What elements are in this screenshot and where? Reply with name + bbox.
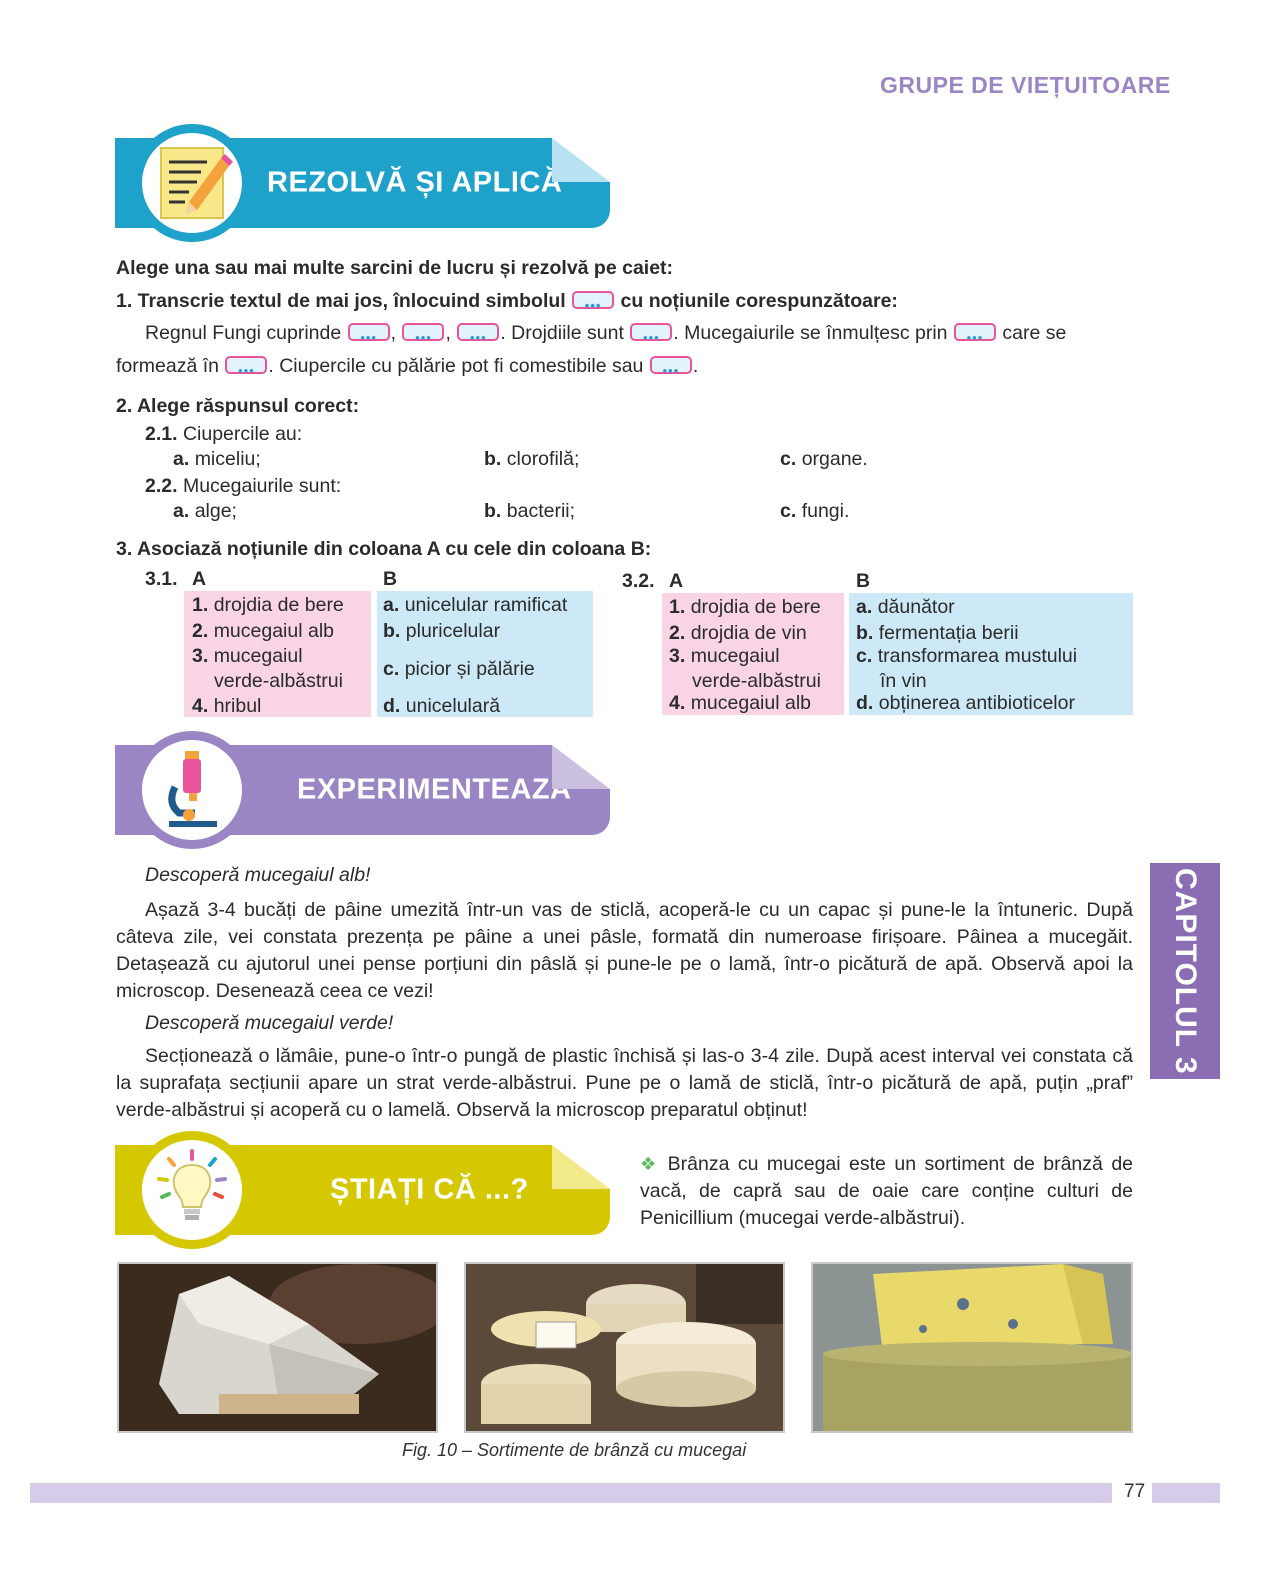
column-b-item: b. fermentația berii bbox=[856, 622, 1019, 644]
question-text: Mucegaiurile sunt: bbox=[182, 475, 342, 497]
blue-cheese-image bbox=[813, 1264, 1131, 1431]
option-text: organe. bbox=[801, 448, 868, 470]
lightbulb-icon bbox=[149, 1147, 235, 1233]
experiment-paragraph-1: Așază 3-4 bucăți de pâine umezită într-un vas de sticlă, acoperă-le cu un capac și pune-le la întuneric. După câteva zile, vei constata prezența pe pâine a unei pâsle, formată din numeroase firișoare. Pâinea a mucegăit. Detașează cu ajutorul unei pense porțiuni din pâslă și pune-le pe o lamă, într-o picătură de apă. Observă apoi la microscop. Desenează ceea ce vezi! bbox=[116, 899, 1133, 1002]
column-a-item: 2. mucegaiul alb bbox=[192, 620, 335, 642]
white-mold-cheese-image bbox=[119, 1264, 436, 1431]
item-text: drojdia de vin bbox=[690, 622, 807, 644]
item-text: drojdia de bere bbox=[213, 594, 344, 616]
diamond-bullet-icon: ❖ bbox=[640, 1154, 660, 1174]
stiati-banner-title: ȘTIAȚI CĂ ...? bbox=[330, 1173, 529, 1206]
placeholder-symbol bbox=[630, 323, 672, 341]
placeholder-symbol bbox=[954, 323, 996, 341]
item-text: unicelular ramificat bbox=[404, 594, 568, 616]
task-1-text: . Ciupercile cu pălărie pot fi comestibile sau bbox=[268, 355, 644, 377]
option-text: fungi. bbox=[801, 500, 850, 522]
group-number: 3.1. bbox=[145, 568, 178, 590]
question-number: 2.2. bbox=[145, 475, 178, 497]
experiment-paragraph-2: Secționează o lămâie, pune-o într-o pungă de plastic închisă și las-o 3-4 zile. După acest interval vei constata că la suprafața secțiunii apare un strat verde-albăstrui. Pune pe o lamă de sticlă, într-o picătură de apă, puțin „praf” verde-albăstrui și acoperă cu o lamelă. Observă la microscop preparatul obținut! bbox=[116, 1045, 1133, 1121]
item-text: picior și pălărie bbox=[404, 658, 535, 680]
question-number: 2.1. bbox=[145, 423, 178, 445]
option-text: clorofilă; bbox=[506, 448, 580, 470]
option-c: c. organe. bbox=[780, 448, 868, 470]
column-b-item: c. picior și pălărie bbox=[383, 658, 535, 680]
column-b-item: d. obținerea antibioticelor bbox=[856, 692, 1075, 714]
column-b-item: c. transformarea mustului bbox=[856, 645, 1078, 667]
cheese-photo-2 bbox=[464, 1262, 785, 1433]
column-a-item: 2. drojdia de vin bbox=[669, 622, 807, 644]
question-text: Ciupercile au: bbox=[182, 423, 303, 445]
group-3-2-number bbox=[622, 568, 655, 594]
microscope-icon bbox=[149, 747, 235, 833]
column-a-item: 3. mucegaiul bbox=[192, 645, 303, 667]
option-text: bacterii; bbox=[506, 500, 576, 522]
column-a-item: 1. drojdia de bere bbox=[192, 594, 344, 616]
group-3-1-number bbox=[145, 566, 178, 592]
experimenteaza-corner-fold bbox=[552, 745, 610, 789]
task-3-title: 3. Asociază noțiunile din coloana A cu cele din coloana B: bbox=[116, 538, 652, 560]
task-1-text: care se bbox=[1002, 322, 1067, 344]
option-text: alge; bbox=[194, 500, 237, 522]
notepad-pencil-icon bbox=[149, 140, 235, 226]
item-text: hribul bbox=[213, 695, 262, 717]
tasks-intro: Alege una sau mai multe sarcini de lucru și rezolvă pe caiet: bbox=[116, 257, 674, 279]
option-b: b. clorofilă; bbox=[484, 448, 580, 470]
task-1-text: . bbox=[692, 355, 699, 377]
option-a: a. miceliu; bbox=[173, 448, 261, 470]
question-2-1 bbox=[145, 421, 302, 447]
task-1-text: Regnul Fungi cuprinde bbox=[145, 322, 342, 344]
experiment-heading-1: Descoperă mucegaiul alb! bbox=[145, 864, 371, 886]
rezolva-corner-fold bbox=[552, 138, 610, 182]
item-text: mucegaiul bbox=[213, 645, 303, 667]
stiati-fact-text: Brânza cu mucegai este un sortiment de brânză de vacă, de capră sau de oaie care conține culturi de Penicillium (mucegai verde-albăstrui). bbox=[640, 1153, 1134, 1229]
page-number: 77 bbox=[1124, 1481, 1146, 1502]
column-b-item: b. pluricelular bbox=[383, 620, 501, 642]
rezolva-banner-title: REZOLVĂ ȘI APLICĂ bbox=[267, 166, 563, 199]
column-b-item-cont: în vin bbox=[880, 670, 927, 692]
task-1-title bbox=[116, 285, 898, 318]
stiati-corner-fold bbox=[552, 1145, 610, 1189]
task-1-title-part2: cu noțiunile corespunzătoare: bbox=[620, 290, 898, 312]
item-text: mucegaiul alb bbox=[213, 620, 335, 642]
chapter-tab: CAPITOLUL 3 bbox=[1150, 863, 1220, 1079]
experiment-heading-2: Descoperă mucegaiul verde! bbox=[145, 1012, 394, 1034]
column-a-item-cont: verde-albăstrui bbox=[692, 670, 821, 692]
item-text: obținerea antibioticelor bbox=[878, 692, 1075, 714]
column-a-item: 4. mucegaiul alb bbox=[669, 692, 812, 714]
rezolva-icon-circle bbox=[133, 124, 251, 242]
column-b-item: a. unicelular ramificat bbox=[383, 594, 568, 616]
item-text: dăunător bbox=[877, 596, 955, 618]
item-text: mucegaiul bbox=[690, 645, 780, 667]
option-b: b. bacterii; bbox=[484, 500, 576, 522]
column-a-item-cont: verde-albăstrui bbox=[214, 670, 343, 692]
placeholder-symbol bbox=[402, 323, 444, 341]
placeholder-symbol bbox=[348, 323, 390, 341]
footer-bar-left bbox=[30, 1483, 1112, 1503]
column-a-item: 4. hribul bbox=[192, 695, 262, 717]
column-b-header: B bbox=[856, 570, 871, 592]
column-a-header: A bbox=[192, 568, 207, 590]
stiati-icon-circle bbox=[133, 1131, 251, 1249]
column-a-header: A bbox=[669, 570, 684, 592]
task-1-line-2 bbox=[116, 350, 698, 383]
column-b-item: a. dăunător bbox=[856, 596, 955, 618]
cheese-photo-3 bbox=[811, 1262, 1133, 1433]
column-b-item: d. unicelulară bbox=[383, 695, 501, 717]
option-text: miceliu; bbox=[194, 448, 261, 470]
placeholder-symbol bbox=[225, 356, 267, 374]
task-1-text: . Drojdiile sunt bbox=[500, 322, 624, 344]
task-1-title-part1: 1. Transcrie textul de mai jos, înlocuind simbolul bbox=[116, 290, 566, 312]
task-1-text: . Mucegaiurile se înmulțesc prin bbox=[673, 322, 948, 344]
experimenteaza-banner-title: EXPERIMENTEAZĂ bbox=[297, 773, 572, 806]
footer-bar-right bbox=[1152, 1483, 1220, 1503]
column-a-item: 3. mucegaiul bbox=[669, 645, 780, 667]
item-text: mucegaiul alb bbox=[690, 692, 812, 714]
placeholder-symbol bbox=[457, 323, 499, 341]
item-text: unicelulară bbox=[405, 695, 501, 717]
task-1-text: formează în bbox=[116, 355, 219, 377]
cheese-wheels-market-image bbox=[466, 1264, 783, 1431]
item-text: fermentația berii bbox=[878, 622, 1019, 644]
cheese-photo-1 bbox=[117, 1262, 438, 1433]
item-text: pluricelular bbox=[405, 620, 501, 642]
figure-caption: Fig. 10 – Sortimente de brânză cu mucegai bbox=[402, 1440, 747, 1460]
option-c: c. fungi. bbox=[780, 500, 850, 522]
placeholder-symbol bbox=[650, 356, 692, 374]
group-number: 3.2. bbox=[622, 570, 655, 592]
question-2-2 bbox=[145, 473, 341, 499]
column-a-item: 1. drojdia de bere bbox=[669, 596, 821, 618]
task-2-title: 2. Alege răspunsul corect: bbox=[116, 395, 360, 417]
section-header-title: GRUPE DE VIEȚUITOARE bbox=[880, 72, 1171, 98]
stiati-fact bbox=[640, 1151, 1133, 1232]
item-text: drojdia de bere bbox=[690, 596, 821, 618]
placeholder-symbol bbox=[572, 291, 614, 309]
task-1-line-1: Regnul Fungi cuprinde ••• , •••, •••. Drojdiile sunt ••• . Mucegaiurile se înmulțesc prin ••• care se bbox=[145, 317, 1066, 350]
option-a: a. alge; bbox=[173, 500, 237, 522]
item-text: transformarea mustului bbox=[877, 645, 1078, 667]
experimenteaza-icon-circle bbox=[133, 731, 251, 849]
column-b-header: B bbox=[383, 568, 398, 590]
